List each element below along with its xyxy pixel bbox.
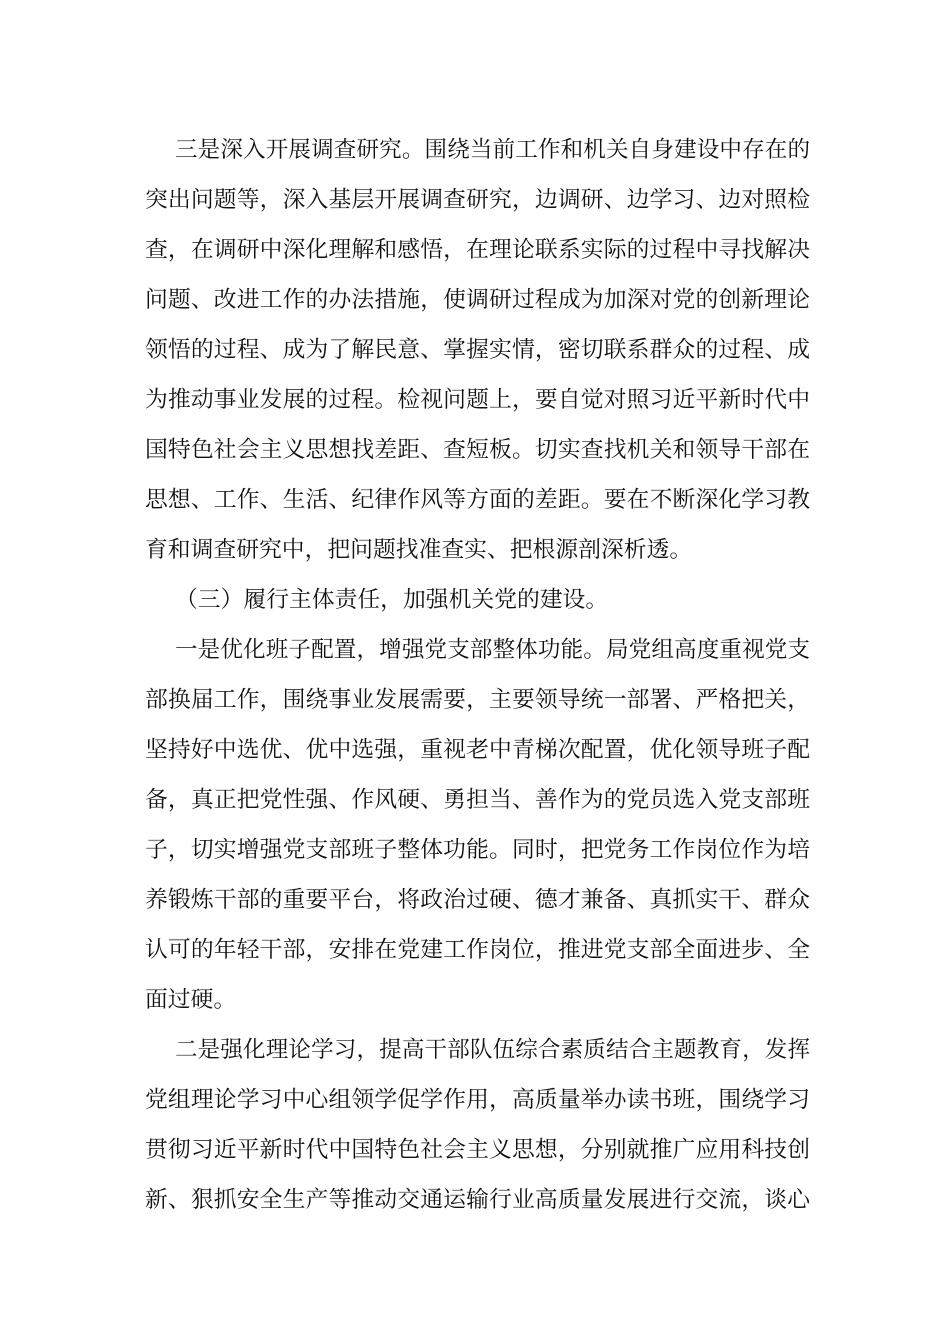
text-line: 思想、工作、生活、纪律作风等方面的差距。要在不断深化学习教 xyxy=(145,487,810,513)
text-line: 领悟的过程、成为了解民意、掌握实情，密切联系群众的过程、成 xyxy=(145,337,810,363)
text-line: 三是深入开展调查研究。围绕当前工作和机关自身建设中存在的 xyxy=(175,137,810,163)
text-line: （三）履行主体责任，加强机关党的建设。 xyxy=(175,587,609,613)
text-line: 查，在调研中深化理解和感悟，在理论联系实际的过程中寻找解决 xyxy=(145,237,810,263)
text-line: 子，切实增强党支部班子整体功能。同时，把党务工作岗位作为培 xyxy=(145,837,810,863)
text-line: 问题、改进工作的办法措施，使调研过程成为加深对党的创新理论 xyxy=(145,287,810,313)
text-line: 备，真正把党性强、作风硬、勇担当、善作为的党员选入党支部班 xyxy=(145,787,810,813)
text-line: 坚持好中选优、优中选强，重视老中青梯次配置，优化领导班子配 xyxy=(145,737,810,763)
text-line: 国特色社会主义思想找差距、查短板。切实查找机关和领导干部在 xyxy=(145,437,810,463)
text-line: 二是强化理论学习，提高干部队伍综合素质结合主题教育，发挥 xyxy=(175,1037,810,1063)
text-line: 面过硬。 xyxy=(145,987,237,1013)
text-line: 新、狠抓安全生产等推动交通运输行业高质量发展进行交流，谈心 xyxy=(145,1187,810,1213)
text-line: 为推动事业发展的过程。检视问题上，要自觉对照习近平新时代中 xyxy=(145,387,810,413)
text-line: 部换届工作，围绕事业发展需要，主要领导统一部署、严格把关， xyxy=(145,687,810,713)
text-line: 贯彻习近平新时代中国特色社会主义思想，分别就推广应用科技创 xyxy=(145,1137,810,1163)
text-line: 党组理论学习中心组领学促学作用，高质量举办读书班，围绕学习 xyxy=(145,1087,810,1113)
text-line: 突出问题等，深入基层开展调查研究，边调研、边学习、边对照检 xyxy=(145,187,810,213)
text-line: 认可的年轻干部，安排在党建工作岗位，推进党支部全面进步、全 xyxy=(145,937,810,963)
text-line: 育和调查研究中，把问题找准查实、把根源剖深析透。 xyxy=(145,537,693,563)
document-body xyxy=(145,125,810,1225)
text-line: 一是优化班子配置，增强党支部整体功能。局党组高度重视党支 xyxy=(175,637,810,663)
text-line: 养锻炼干部的重要平台，将政治过硬、德才兼备、真抓实干、群众 xyxy=(145,887,810,913)
